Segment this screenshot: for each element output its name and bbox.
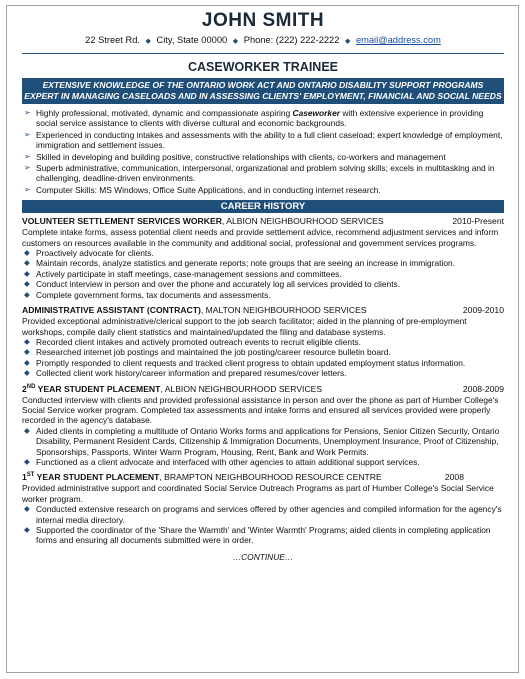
list-item <box>22 525 504 546</box>
diamond-bullet-icon: ◆ <box>24 289 30 299</box>
summary-text: with extensive experience in providing social service assistance to clients with diverse cultural and economic backgrounds. <box>36 108 484 129</box>
list-item <box>22 269 504 279</box>
job-dates: 2009-2010 <box>462 305 504 316</box>
list-item <box>22 248 504 258</box>
list-item <box>22 337 504 347</box>
summary-text: Computer Skills: MS Windows, Office Suite Applications, and in conducting internet research. <box>36 184 381 195</box>
list-item <box>22 279 504 289</box>
list-item <box>22 504 504 525</box>
summary-item <box>22 108 504 129</box>
career-history-heading: CAREER HISTORY <box>22 200 504 213</box>
bullet-text: Aided clients in completing a multitude of Ontario Works forms and applications for Pensions, Senior Citizen Security, Ontario Disability, Permanent Resident Cards, Citizenship & Immigration Documents, Unemployment Insurance, Proof of Citizenship, Sponsorships, Passports, Winter Warm Program, Housing, Rent, Bank and Work Permits. <box>36 425 500 457</box>
diamond-bullet-icon: ◆ <box>24 248 30 258</box>
job-entry <box>22 384 504 468</box>
diamond-bullet-icon: ◆ <box>24 425 30 435</box>
job-role: YEAR STUDENT PLACEMENT <box>34 472 160 483</box>
job-org: , ALBION NEIGHBOURHOOD SERVICES <box>160 383 323 394</box>
job-dates: 2008-2009 <box>462 383 504 394</box>
job-bullets <box>22 504 504 546</box>
city-state: City, State 00000 <box>156 35 228 45</box>
expertise-banner <box>22 78 504 104</box>
job-role: YEAR STUDENT PLACEMENT <box>35 383 161 394</box>
bullet-text: Actively participate in staff meetings, case-management sessions and committees. <box>36 268 342 279</box>
job-org: , MALTON NEIGHBOURHOOD SERVICES <box>200 305 367 316</box>
continue-marker: …CONTINUE… <box>232 551 294 562</box>
job-dates: 2010-Present <box>452 216 504 227</box>
bullet-text: Recorded client intakes and actively promoted outreach events to recruit eligible clients. <box>36 336 361 347</box>
diamond-icon: ◆ <box>344 38 351 45</box>
resume-page <box>22 8 504 562</box>
summary-text: Experienced in conducting intakes and assessments with the ability to a full client caseload; expert knowledge of employment, immigration and settlement issues. <box>36 129 503 151</box>
bullet-text: Maintain records, analyze statistics and generate reports; note groups that are seeing an increase in immigration. <box>36 258 455 269</box>
ordinal-suffix: ST <box>26 472 35 479</box>
bullet-text: Promptly responded to client requests and tracked client progress to obtain updated employment status information. <box>36 357 466 368</box>
arrow-bullet-icon: ➢ <box>24 108 31 117</box>
candidate-name: JOHN SMITH <box>201 10 325 31</box>
list-item <box>22 290 504 300</box>
banner-line-2: EXPERT IN MANAGING CASELOADS AND IN ASSESSING CLIENTS' EMPLOYMENT, FINANCIAL AND SOCIAL NEEDS <box>24 91 502 101</box>
bullet-text: Supported the coordinator of the 'Share the Warmth' and 'Winter Warmth' Programs; aided clients in completing application forms and ensuring all documents submitted were in order. <box>36 525 491 546</box>
job-title-line <box>22 305 504 316</box>
summary-text: Highly professional, motivated, dynamic and compassionate aspiring <box>36 108 293 118</box>
job-role: ADMINISTRATIVE ASSISTANT (CONTRACT) <box>22 305 201 316</box>
ordinal-suffix: ND <box>26 383 36 390</box>
job-role: VOLUNTEER SETTLEMENT SERVICES WORKER <box>22 216 222 227</box>
bullet-text: Conduct interview in person and over the phone and accurately log all services provided to clients. <box>36 279 401 290</box>
list-item <box>22 358 504 368</box>
summary-list <box>22 108 504 195</box>
job-entry <box>22 216 504 300</box>
diamond-bullet-icon: ◆ <box>24 347 30 357</box>
bullet-text: Conducted extensive research on programs and services offered by other agencies and compiled information for the agency's internal media directory. <box>36 504 502 525</box>
phone: Phone: (222) 222-2222 <box>243 35 340 45</box>
job-description: Provided administrative support and coordinated Social Service Outreach Programs as part of Humber College's Social Service worker program. <box>22 483 494 504</box>
bullet-text: Collected client work history/career information and prepared resumes/cover letters. <box>36 368 347 379</box>
job-bullets <box>22 248 504 300</box>
job-title-line <box>22 472 504 483</box>
bullet-text: Proactively advocate for clients. <box>36 248 154 259</box>
diamond-bullet-icon: ◆ <box>24 456 30 466</box>
banner-line-1: EXTENSIVE KNOWLEDGE OF THE ONTARIO WORK ACT AND ONTARIO DISABILITY SUPPORT PROGRAMS <box>42 80 484 90</box>
diamond-bullet-icon: ◆ <box>24 279 30 289</box>
diamond-bullet-icon: ◆ <box>24 368 30 378</box>
summary-text: Skilled in developing and building positive, constructive relationships with clients, co-workers and management <box>36 151 446 162</box>
year-number: 1 <box>22 472 27 483</box>
header-divider <box>22 53 504 54</box>
email-link[interactable]: email@address.com <box>355 35 441 45</box>
job-bullets <box>22 426 504 468</box>
arrow-bullet-icon: ➢ <box>24 151 31 161</box>
job-entry <box>22 472 504 545</box>
summary-emphasis: Caseworker <box>292 108 341 118</box>
summary-text: Superb administrative, communication, interpersonal, organizational and problem solving skills; excels in multitasking and in challenging, deadline-driven environments. <box>36 163 495 184</box>
summary-item <box>22 185 504 195</box>
list-item <box>22 457 504 467</box>
summary-item <box>22 130 504 151</box>
summary-item <box>22 163 504 184</box>
diamond-bullet-icon: ◆ <box>24 258 30 268</box>
list-item <box>22 347 504 357</box>
job-description: Provided exceptional administrative/clerical support to the job search facilitator; aided in the planning of pre-employment workshops, compile daily client statistics and maintained/updated the filing and database systems. <box>22 316 467 337</box>
summary-item <box>22 152 504 162</box>
job-description: Conducted interview with clients and provided professional assistance in person and over the phone as part of Humber College's Social Service worker program. Completed tax assessments and intake forms and ensured all services provided were properly recorded in the agency's database. <box>22 394 499 426</box>
job-title-line <box>22 216 504 227</box>
diamond-icon: ◆ <box>145 38 151 45</box>
list-item <box>22 368 504 378</box>
job-org: , BRAMPTON NEIGHBOURHOOD RESOURCE CENTRE <box>159 472 382 483</box>
bullet-text: Complete government forms, tax documents and assessments. <box>36 289 271 300</box>
year-number: 2 <box>22 383 27 394</box>
bullet-text: Functioned as a client advocate and interfaced with other agencies to attain additional support services. <box>36 456 420 467</box>
diamond-bullet-icon: ◆ <box>24 357 30 367</box>
job-target-title: CASEWORKER TRAINEE <box>187 60 338 74</box>
diamond-bullet-icon: ◆ <box>24 504 30 514</box>
diamond-bullet-icon: ◆ <box>24 336 30 346</box>
job-title-line <box>22 384 504 395</box>
diamond-bullet-icon: ◆ <box>24 525 30 534</box>
job-entry <box>22 305 504 378</box>
arrow-bullet-icon: ➢ <box>24 129 31 139</box>
address: 22 Street Rd. <box>85 35 140 45</box>
job-dates: 2008 <box>444 472 464 483</box>
list-item <box>22 258 504 268</box>
diamond-bullet-icon: ◆ <box>24 268 30 278</box>
list-item <box>22 426 504 457</box>
job-description: Complete intake forms, assess potential client needs and provide settlement advice, recommend adjustment services and inform customers on resources available in the community and additional social, professional and government services programs. <box>22 227 499 248</box>
contact-line <box>22 34 504 48</box>
arrow-bullet-icon: ➢ <box>24 184 31 194</box>
job-org: , ALBION NEIGHBOURHOOD SERVICES <box>221 216 384 227</box>
diamond-icon: ◆ <box>232 38 239 45</box>
job-bullets <box>22 337 504 379</box>
bullet-text: Researched internet job postings and maintained the job posting/career resource bulletin board. <box>36 347 391 358</box>
arrow-bullet-icon: ➢ <box>24 163 31 173</box>
